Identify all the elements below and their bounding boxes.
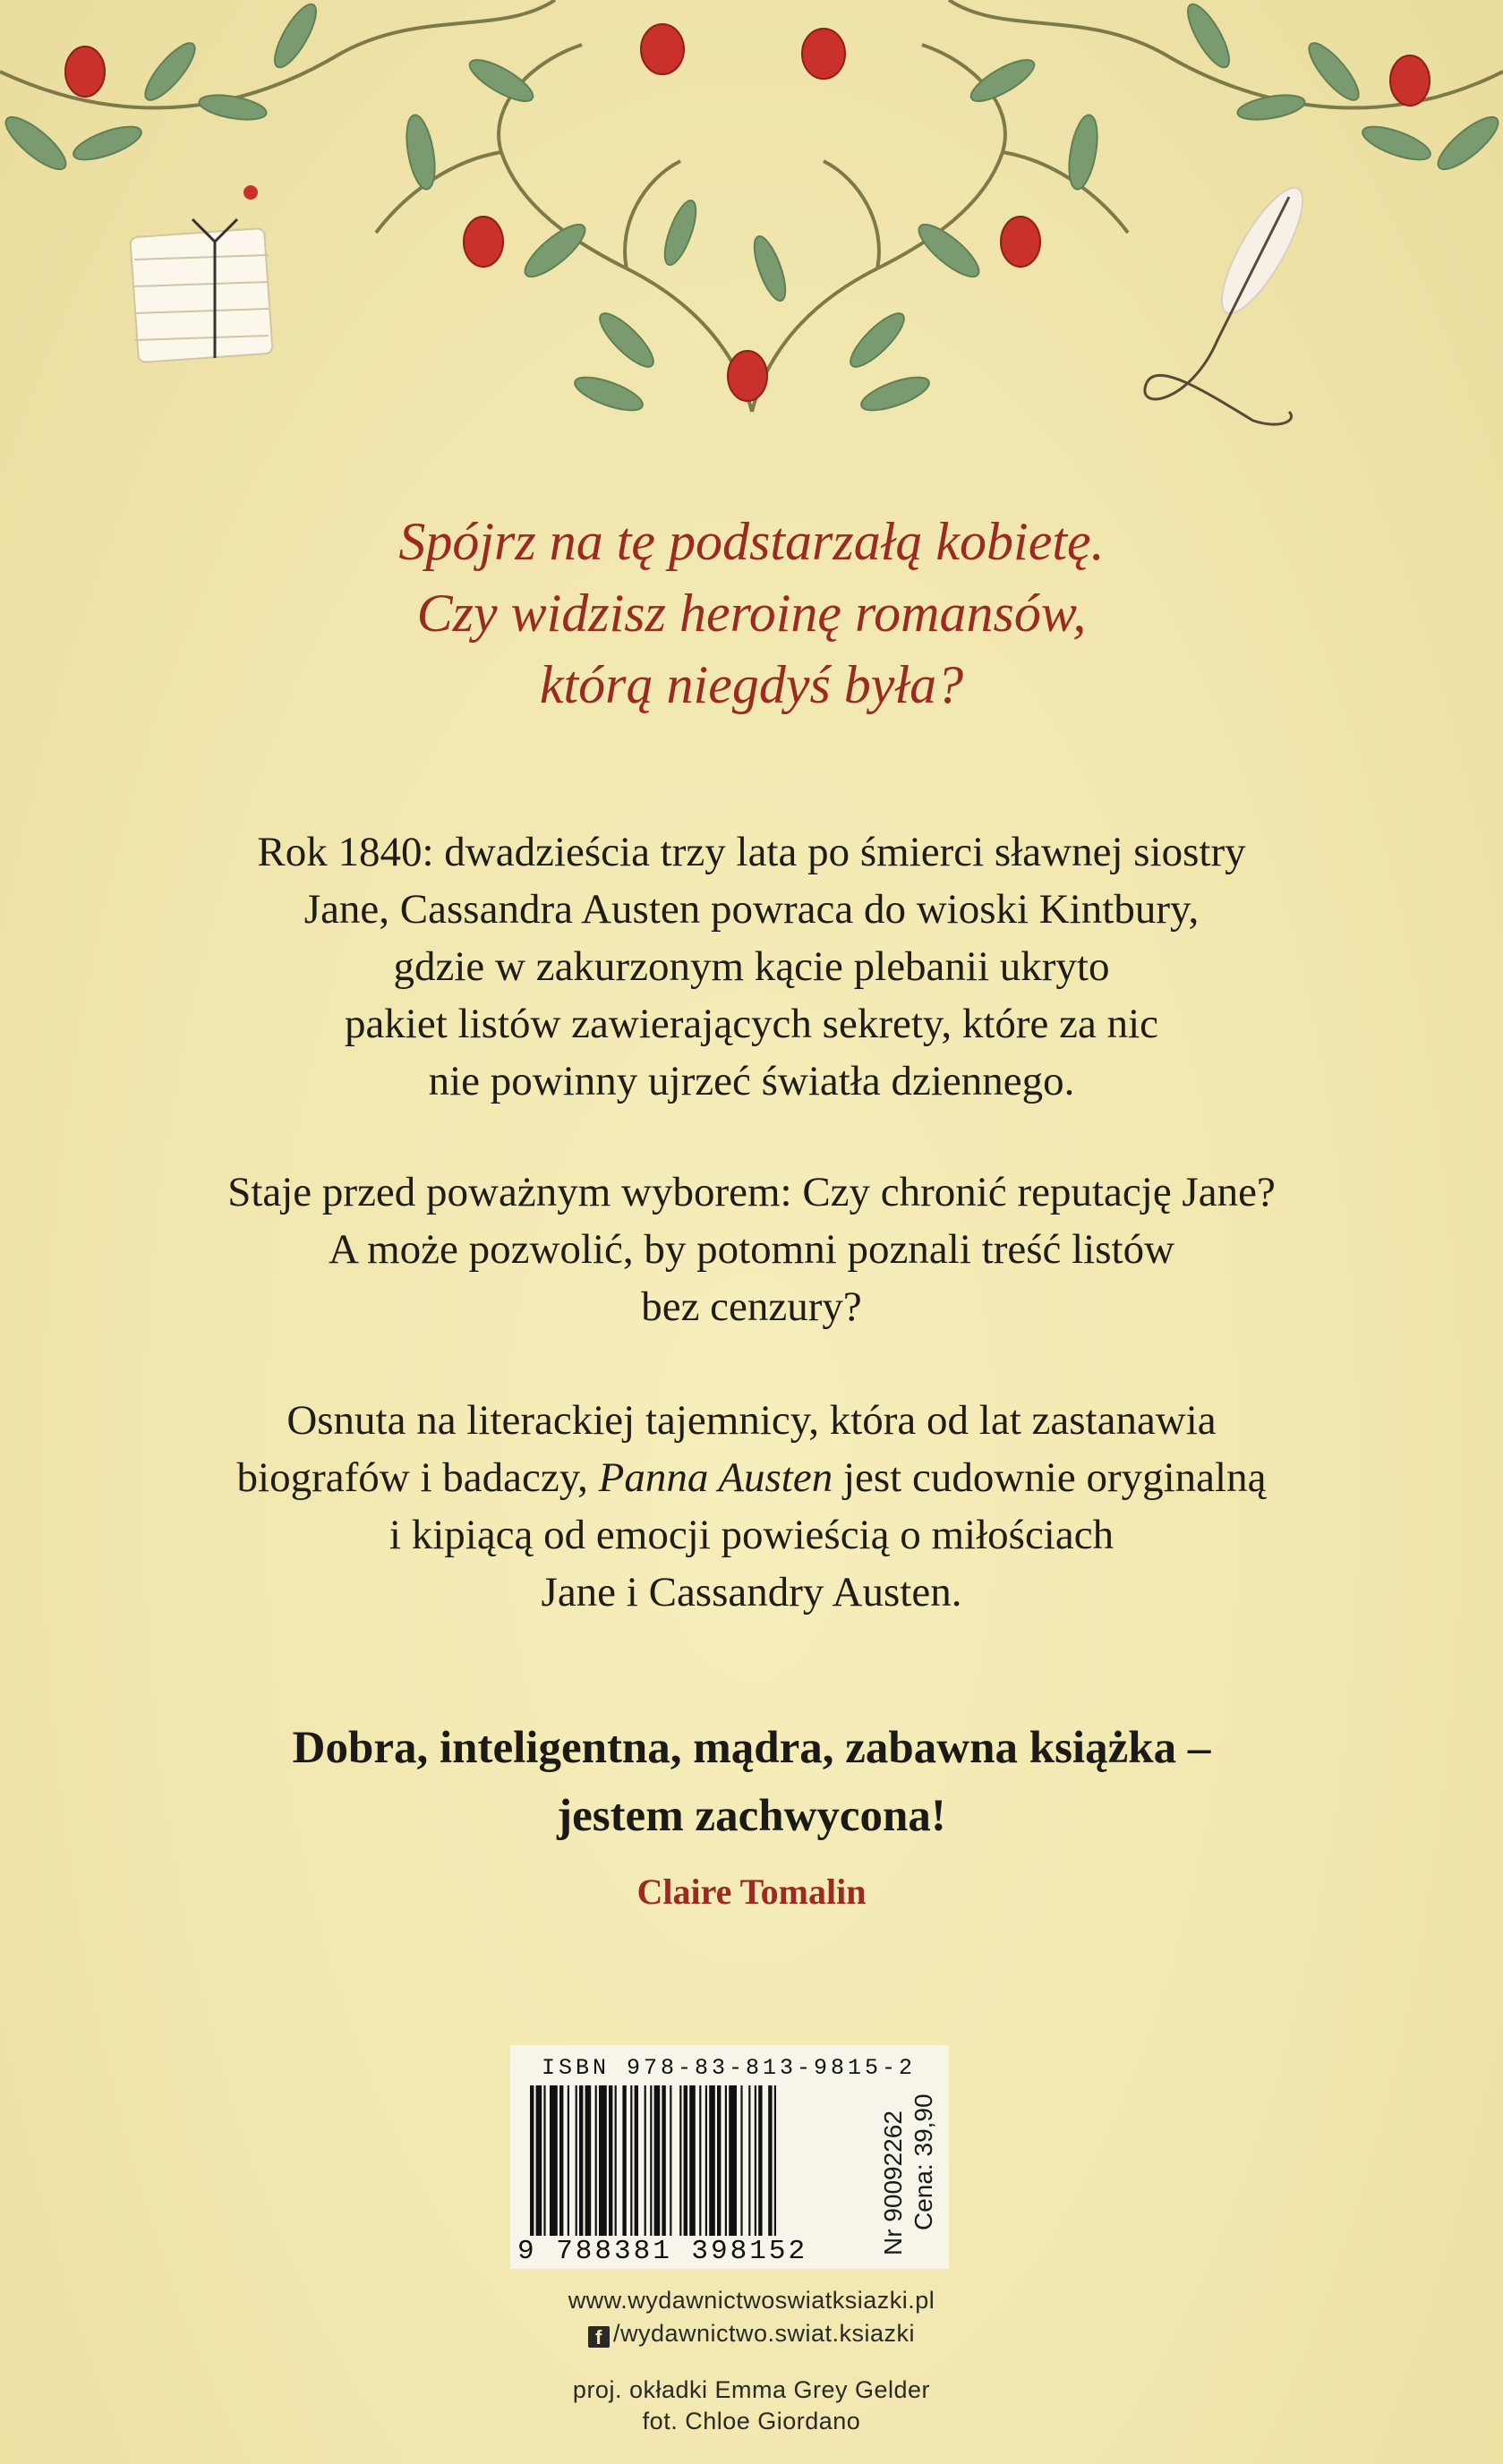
- barcode-bar: [670, 2085, 671, 2255]
- barcode-bar: [717, 2085, 721, 2255]
- paragraph-line: Jane i Cassandry Austen.: [541, 1569, 962, 1616]
- barcode-bar: [705, 2085, 707, 2255]
- quote-line: jestem zachwycona!: [557, 1791, 946, 1841]
- barcode-bar: [568, 2085, 569, 2255]
- barcode-bar: [630, 2085, 632, 2255]
- barcode-bars: [530, 2085, 850, 2255]
- paragraph-text: jest cudownie oryginalną: [833, 1454, 1267, 1501]
- facebook-handle: /wydawnictwo.swiat.ksiazki: [612, 2320, 916, 2347]
- paragraph-line: gdzie w zakurzonym kącie plebanii ukryto: [393, 943, 1110, 990]
- paragraph-line: pakiet listów zawierających sekrety, które za nic: [344, 1001, 1159, 1047]
- paragraph-line: Osnuta na literackiej tajemnicy, która od lat zastanawia: [286, 1397, 1217, 1444]
- facebook-icon: f: [588, 2326, 610, 2348]
- paragraph-line: Staje przed poważnym wyborem: Czy chronić reputację Jane?: [227, 1169, 1276, 1215]
- tagline-line: Spójrz na tę podstarzałą kobietę.: [398, 512, 1105, 571]
- price-label: Cena: 39,90: [909, 2093, 937, 2230]
- barcode-bar: [650, 2085, 652, 2255]
- catalog-number: Nr 90092262: [879, 2110, 907, 2255]
- description-paragraph-1: [0, 823, 1503, 1110]
- barcode-bar: [576, 2085, 577, 2255]
- tagline-line: którą niegdyś była?: [539, 655, 964, 714]
- paragraph-line: Jane, Cassandra Austen powraca do wioski Kintbury,: [303, 886, 1200, 933]
- quote-line: Dobra, inteligentna, mądra, zabawna książka –: [292, 1723, 1211, 1773]
- barcode-bar: [689, 2085, 696, 2255]
- barcode-bar: [740, 2085, 742, 2255]
- tagline-line: Czy widzisz heroinę romansów,: [416, 584, 1087, 643]
- barcode-bar: [679, 2085, 681, 2255]
- paragraph-line: A może pozwolić, by potomni poznali treść listów: [328, 1226, 1175, 1273]
- barcode-bar: [662, 2085, 665, 2255]
- barcode-bar: [635, 2085, 638, 2255]
- paragraph-line: i kipiącą od emocji powieścią o miłościach: [389, 1512, 1114, 1558]
- barcode-bar: [684, 2085, 687, 2255]
- barcode-bar: [748, 2085, 750, 2255]
- cover-design-credit: proj. okładki Emma Grey Gelder: [572, 2376, 931, 2403]
- paragraph-line: bez cenzury?: [641, 1283, 862, 1330]
- quote-author: Claire Tomalin: [636, 1871, 867, 1912]
- barcode-bar: [768, 2085, 772, 2255]
- publisher-website: www.wydawnictwoswiatksiazki.pl: [568, 2287, 935, 2314]
- barcode-bar: [599, 2085, 607, 2255]
- barcode-bar: [615, 2085, 617, 2255]
- barcode-bar: [550, 2085, 558, 2255]
- ean-digits: 9 788381 398152: [517, 2236, 808, 2267]
- barcode-bar: [725, 2085, 727, 2255]
- barcode-bar: [758, 2085, 762, 2255]
- photo-credit: fot. Chloe Giordano: [642, 2408, 861, 2434]
- paragraph-line: Rok 1840: dwadzieścia trzy lata po śmierci sławnej siostry: [257, 829, 1246, 875]
- barcode-bar: [699, 2085, 701, 2255]
- barcode-bar: [536, 2085, 542, 2255]
- description-paragraph-3: [0, 1392, 1503, 1621]
- barcode-bar: [530, 2085, 534, 2255]
- barcode-bar: [622, 2085, 626, 2255]
- floral-ornament: [0, 0, 1503, 501]
- isbn-text: ISBN 978-83-813-9815-2: [542, 2055, 917, 2081]
- barcode-bar: [654, 2085, 661, 2255]
- barcode-bar: [543, 2085, 545, 2255]
- book-title: Panna Austen: [598, 1454, 833, 1501]
- barcode-bar: [755, 2085, 756, 2255]
- barcode-bar: [609, 2085, 612, 2255]
- barcode-bar: [585, 2085, 592, 2255]
- review-quote: [0, 1714, 1503, 1850]
- paragraph-line: [0, 1449, 1503, 1506]
- paragraph-line: nie powinny ujrzeć światła dziennego.: [428, 1058, 1075, 1104]
- barcode-bar: [774, 2085, 776, 2255]
- tagline: [0, 506, 1503, 720]
- facebook-line: [0, 2320, 1503, 2348]
- description-paragraph-2: [0, 1164, 1503, 1335]
- barcode-bar: [559, 2085, 563, 2255]
- barcode-bar: [645, 2085, 646, 2255]
- barcode-bar: [595, 2085, 597, 2255]
- paragraph-text: biografów i badaczy,: [236, 1454, 599, 1501]
- barcode-bar: [579, 2085, 583, 2255]
- barcode-bar: [709, 2085, 715, 2255]
- barcode-bar: [729, 2085, 737, 2255]
